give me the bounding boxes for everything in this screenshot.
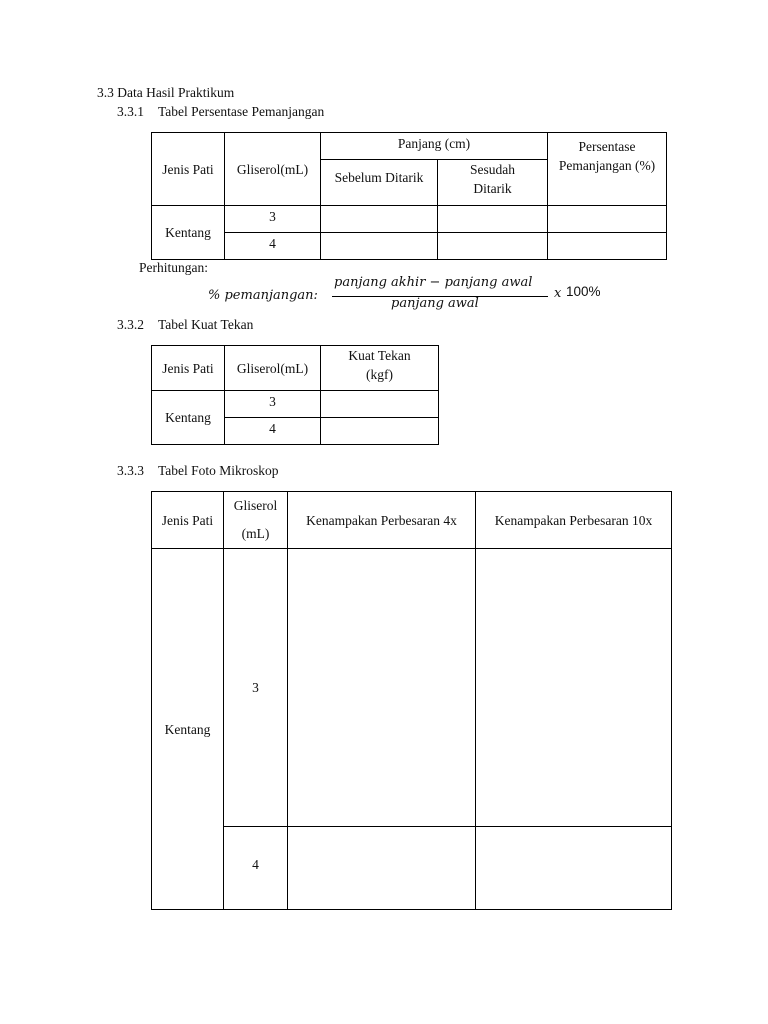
cell-kuat-tekan[interactable] <box>321 391 439 418</box>
cell-persentase[interactable] <box>548 233 667 260</box>
cell-gliserol: 4 <box>225 233 321 260</box>
header-gliserol-line2: (mL) <box>241 526 270 541</box>
formula-multiplier: x <box>554 286 562 301</box>
cell-jenis-pati: Kentang <box>152 206 225 260</box>
table-row <box>152 233 667 260</box>
subsection-3-number: 3.3.3 <box>117 463 144 478</box>
cell-gliserol: 4 <box>224 827 288 910</box>
calc-label: Perhitungan: <box>139 260 208 275</box>
header-sebelum-ditarik: Sebelum Ditarik <box>321 160 438 206</box>
header-gliserol <box>224 492 288 549</box>
header-gliserol: Gliserol(mL) <box>225 133 321 206</box>
header-jenis-pati: Jenis Pati <box>152 492 224 549</box>
header-persentase: Persentase Pemanjangan (%) <box>548 133 667 206</box>
table-row <box>152 549 672 827</box>
cell-sebelum[interactable] <box>321 233 438 260</box>
header-gliserol-line1: Gliserol <box>233 498 278 513</box>
cell-foto-4x[interactable] <box>288 549 476 827</box>
formula-percent: 100% <box>566 284 601 299</box>
table-row <box>152 391 439 418</box>
header-perbesaran-4x: Kenampakan Perbesaran 4x <box>288 492 476 549</box>
formula-lhs: % pemanjangan: <box>208 288 318 303</box>
cell-sesudah[interactable] <box>438 206 548 233</box>
cell-foto-10x[interactable] <box>476 549 672 827</box>
cell-gliserol: 3 <box>224 549 288 827</box>
cell-foto-10x[interactable] <box>476 827 672 910</box>
cell-gliserol: 3 <box>225 206 321 233</box>
subsection-1-title: Tabel Persentase Pemanjangan <box>158 104 325 119</box>
cell-foto-4x[interactable] <box>288 827 476 910</box>
header-jenis-pati: Jenis Pati <box>152 346 225 391</box>
subsection-2-number: 3.3.2 <box>117 317 144 332</box>
header-panjang: Panjang (cm) <box>321 133 548 160</box>
table-persentase-pemanjangan <box>151 132 667 260</box>
table-kuat-tekan <box>151 345 439 445</box>
subsection-3-title: Tabel Foto Mikroskop <box>158 463 279 478</box>
header-sesudah-ditarik: Sesudah Ditarik <box>438 160 548 206</box>
cell-gliserol: 4 <box>225 418 321 445</box>
header-perbesaran-10x: Kenampakan Perbesaran 10x <box>476 492 672 549</box>
cell-persentase[interactable] <box>548 206 667 233</box>
cell-sebelum[interactable] <box>321 206 438 233</box>
table-row <box>152 206 667 233</box>
formula-numerator: panjang akhir − panjang awal <box>334 275 533 290</box>
cell-gliserol: 3 <box>225 391 321 418</box>
cell-jenis-pati: Kentang <box>152 549 224 910</box>
table-row <box>152 827 672 910</box>
cell-sesudah[interactable] <box>438 233 548 260</box>
header-gliserol: Gliserol(mL) <box>225 346 321 391</box>
subsection-2-title: Tabel Kuat Tekan <box>158 317 254 332</box>
header-jenis-pati: Jenis Pati <box>152 133 225 206</box>
table-foto-mikroskop <box>151 491 672 910</box>
section-heading: 3.3 Data Hasil Praktikum <box>97 85 235 100</box>
formula-denominator: panjang awal <box>391 296 479 311</box>
subsection-1-number: 3.3.1 <box>117 104 144 119</box>
cell-kuat-tekan[interactable] <box>321 418 439 445</box>
header-kuat-tekan: Kuat Tekan (kgf) <box>321 346 439 391</box>
cell-jenis-pati: Kentang <box>152 391 225 445</box>
